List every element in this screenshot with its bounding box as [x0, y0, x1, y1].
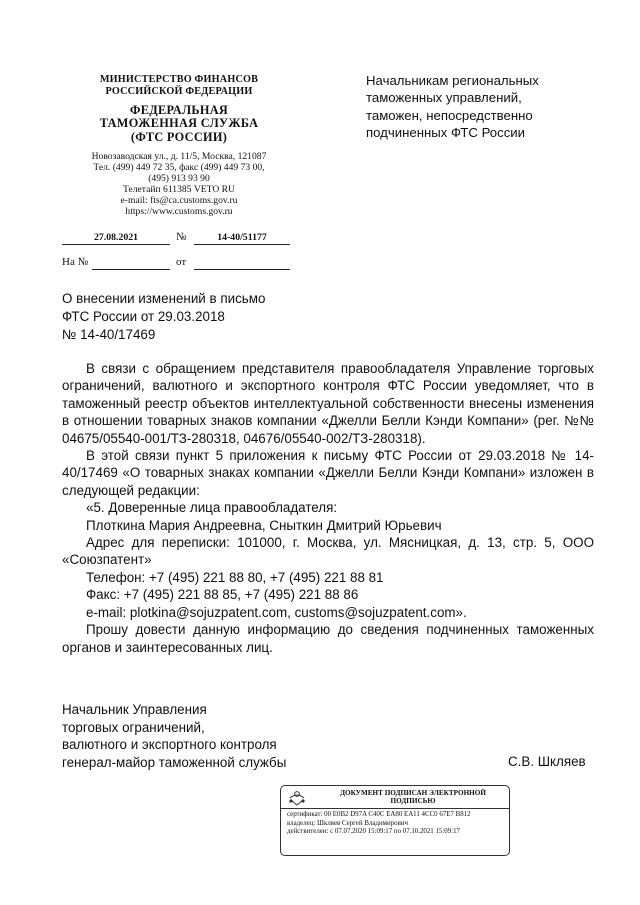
reg-date: 27.08.2021: [62, 232, 170, 245]
service-name: ФЕДЕРАЛЬНАЯ ТАМОЖЕННАЯ СЛУЖБА (ФТС РОССИИ): [99, 103, 259, 144]
stamp-divider: [281, 808, 509, 809]
paragraph-1: В связи с обращением представителя правообладателя Управление торговых ограничений, валютного и экспортного контроля ФТС России уведомляет, что в таможенный реестр объектов интеллектуальной собственности внесены изменения в отношении товарных знаков компании «Джелли Белли Кэнди Компани» (рег. №№ 04675/05540-001/ТЗ-280318, 04676/05540-002/ТЗ-280318).: [62, 361, 594, 446]
quote-line-2: Плоткина Мария Андреевна, Сныткин Дмитрий Юрьевич: [86, 517, 442, 533]
reg-number: 14-40/51177: [194, 232, 290, 245]
letter-body: [62, 360, 594, 656]
reg-number-label: №: [176, 231, 187, 243]
signatory-position: Начальник Управления торговых ограничений, валютного и экспортного контроля генерал-майор таможенной службы: [62, 702, 287, 770]
quote-line-1: «5. Доверенные лица правообладателя:: [86, 500, 338, 516]
stamp-title: ДОКУМЕНТ ПОДПИСАН ЭЛЕКТРОННОЙ ПОДПИСЬЮ: [340, 789, 486, 806]
stamp-owner: владелец: Шкляев Сергей Владимирович: [287, 819, 409, 827]
quote-line-4: Телефон: +7 (495) 221 88 80, +7 (495) 221 88 81: [86, 569, 384, 585]
paragraph-3: Прошу довести данную информацию до сведения подчиненных таможенных органов и заинтересованных лиц.: [62, 622, 594, 655]
emblem-icon: [286, 789, 308, 807]
signatory-name: С.В. Шкляев: [508, 754, 586, 769]
sender-block: [56, 74, 302, 218]
ministry-name: МИНИСТЕРСТВО ФИНАНСОВ РОССИЙСКОЙ ФЕДЕРАЦИИ: [99, 74, 259, 97]
reply-number-field: [92, 257, 170, 270]
stamp-valid: действителен: с 07.07.2020 15:09:17 по 07.10.2021 15:09:17: [287, 828, 460, 836]
stamp-certificate: сертификат: 00 E0B2 D97A C40C EA80 EA11 4CC0 67E7 B812: [287, 811, 471, 818]
reply-date-field: [194, 257, 290, 270]
stamp-details: [287, 811, 505, 837]
paragraph-2: В этой связи пункт 5 приложения к письму ФТС России от 29.03.2018 № 14-40/17469 «О товарных знаках компании «Джелли Белли Кэнди Компани» изложен в следующей редакции:: [62, 448, 594, 498]
quote-line-6: e-mail: plotkina@sojuzpatent.com, customs@sojuzpatent.com».: [86, 604, 467, 620]
sender-address: Новозаводская ул., д. 11/5, Москва, 121087 Тел. (499) 449 72 35, факс (499) 449 73 00, (495) 913 93 90 Телетайп 611385 VETO RU e-mail: fts@ca.customs.gov.ru https://www.customs.gov.ru: [91, 151, 267, 217]
reply-from-label: от: [176, 256, 187, 268]
quote-line-5: Факс: +7 (495) 221 88 85, +7 (495) 221 88 86: [86, 587, 359, 603]
e-signature-stamp: [280, 785, 510, 856]
subject: О внесении изменений в письмо ФТС России от 29.03.2018 № 14-40/17469: [62, 291, 266, 342]
addressee: Начальникам региональных таможенных управлений, таможен, непосредственно подчиненных ФТС России: [366, 73, 539, 141]
reply-label: На №: [62, 256, 89, 268]
quote-line-3: Адрес для переписки: 101000, г. Москва, ул. Мясницкая, д. 13, стр. 5, ООО «Союзпатент»: [62, 535, 594, 568]
